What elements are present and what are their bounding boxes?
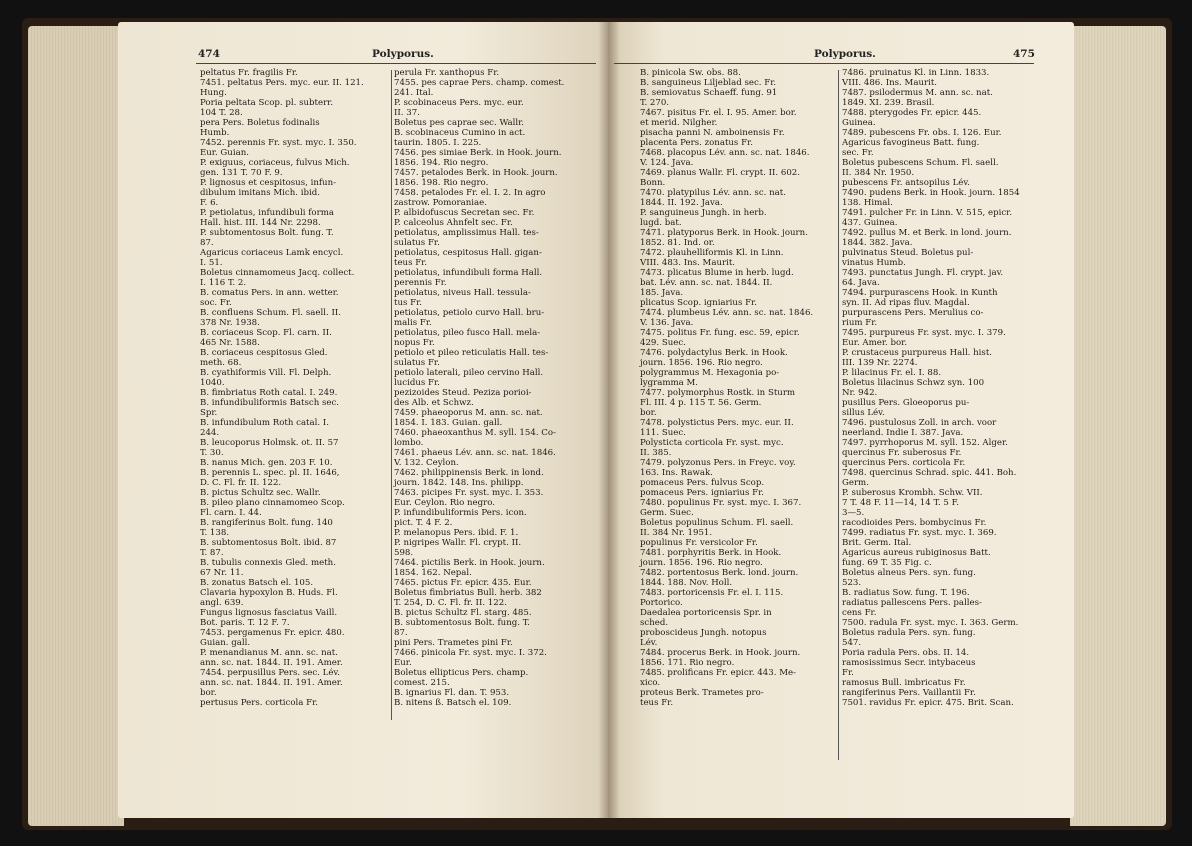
text-line: 111. Suec. xyxy=(640,428,686,438)
text-line: B. pictus Schultz sec. Wallr. xyxy=(200,488,321,498)
text-line: 7478. polystictus Pers. myc. eur. II. xyxy=(640,418,794,428)
text-line: 7461. phaeus Lév. ann. sc. nat. 1846. xyxy=(394,448,556,458)
text-line: sulatus Fr. xyxy=(394,358,440,368)
text-line: 7483. portoricensis Fr. el. I. 115. xyxy=(640,588,784,598)
text-line: Fl. III. 4 p. 115 T. 56. Germ. xyxy=(640,398,762,408)
text-line: 163. Ins. Rawak. xyxy=(640,468,713,478)
text-line: 7460. phaeoxanthus M. syll. 154. Co- xyxy=(394,428,556,438)
text-line: 241. Ital. xyxy=(394,88,434,98)
text-line: Guian. gall. xyxy=(200,638,251,648)
text-line: B. coriaceus Scop. Fl. carn. II. xyxy=(200,328,332,338)
text-line: Fungus lignosus fasciatus Vaill. xyxy=(200,608,338,618)
text-line: journ. 1856. 196. Rio negro. xyxy=(640,358,763,368)
text-line: 7459. phaeoporus M. ann. sc. nat. xyxy=(394,408,543,418)
text-line: P. nigripes Wallr. Fl. crypt. II. xyxy=(394,538,522,548)
text-line: 64. Java. xyxy=(842,278,880,288)
text-line: petiolatus, petiolo curvo Hall. bru- xyxy=(394,308,545,318)
text-line: sec. Fr. xyxy=(842,148,874,158)
text-line: bor. xyxy=(640,408,657,418)
text-line: petiolatus, amplissimus Hall. tes- xyxy=(394,228,539,238)
text-line: xico. xyxy=(640,678,661,688)
text-line: Humb. xyxy=(200,128,230,138)
text-line: 7490. pudens Berk. in Hook. journ. 1854 xyxy=(842,188,1020,198)
text-line: Polysticta corticola Fr. syst. myc. xyxy=(640,438,784,448)
text-line: petiolo laterali, pileo cervino Hall. xyxy=(394,368,544,378)
text-line: comest. 215. xyxy=(394,678,450,688)
text-line: Boletus pes caprae sec. Wallr. xyxy=(394,118,525,128)
text-line: Poria peltata Scop. pl. subterr. xyxy=(200,98,334,108)
text-line: sched. xyxy=(640,618,669,628)
text-line: B. subtomentosus Bolt. fung. T. xyxy=(394,618,530,628)
text-line: 244. xyxy=(200,428,220,438)
text-line: 7501. ravidus Fr. epicr. 475. Brit. Scan. xyxy=(842,698,1014,708)
text-line: pusillus Pers. Gloeoporus pu- xyxy=(842,398,970,408)
text-line: P. lilacinus Fr. el. I. 88. xyxy=(842,368,942,378)
text-line: radiatus pallescens Pers. palles- xyxy=(842,598,982,608)
text-line: 1852. 81. Ind. or. xyxy=(640,238,715,248)
text-line: 7464. pictilis Berk. in Hook. journ. xyxy=(394,558,545,568)
text-line: fung. 69 T. 35 Fig. c. xyxy=(842,558,932,568)
text-line: ann. sc. nat. 1844. II. 191. Amer. xyxy=(200,678,343,688)
text-line: Boletus cinnamomeus Jacq. collect. xyxy=(200,268,355,278)
text-line: T. 254, D. C. Fl. fr. II. 122. xyxy=(394,598,507,608)
text-line: pera Pers. Boletus fodinalis xyxy=(200,118,320,128)
text-line: 7452. perennis Fr. syst. myc. I. 350. xyxy=(200,138,357,148)
text-line: Brit. Germ. Ital. xyxy=(842,538,912,548)
text-line: B. infundibuliformis Batsch sec. xyxy=(200,398,340,408)
text-line: B. perennis L. spec. pl. II. 1646, xyxy=(200,468,340,478)
text-line: VIII. 486. Ins. Maurit. xyxy=(842,78,938,88)
text-line: P. suberosus Krombh. Schw. VII. xyxy=(842,488,983,498)
text-line: quercinus Pers. corticola Fr. xyxy=(842,458,966,468)
text-line: 7480. populinus Fr. syst. myc. I. 367. xyxy=(640,498,802,508)
text-line: Portorico. xyxy=(640,598,683,608)
text-line: teus Fr. xyxy=(640,698,674,708)
text-line: B. nitens ß. Batsch el. 109. xyxy=(394,698,512,708)
text-line: I. 116 T. 2. xyxy=(200,278,247,288)
text-line: 378 Nr. 1938. xyxy=(200,318,260,328)
text-line: petiolatus, pileo fusco Hall. mela- xyxy=(394,328,541,338)
text-line: 7481. porphyritis Berk. in Hook. xyxy=(640,548,782,558)
text-line: B. radiatus Sow. fung. T. 196. xyxy=(842,588,970,598)
text-line: V. 132. Ceylon. xyxy=(394,458,459,468)
text-line: III. 139 Nr. 2274. xyxy=(842,358,918,368)
text-line: P. albidofuscus Secretan sec. Fr. xyxy=(394,208,535,218)
text-line: 7467. pisitus Fr. el. I. 95. Amer. bor. xyxy=(640,108,797,118)
text-line: Hall. hist. III. 144 Nr. 2298. xyxy=(200,218,321,228)
text-line: ramosus Bull. imbricatus Fr. xyxy=(842,678,966,688)
text-line: dibulum imitans Mich. ibid. xyxy=(200,188,320,198)
text-line: rium Fr. xyxy=(842,318,878,328)
text-line: 7486. pruinatus Kl. in Linn. 1833. xyxy=(842,68,990,78)
text-line: Agaricus aureus rubiginosus Batt. xyxy=(842,548,991,558)
text-line: 1856. 171. Rio negro. xyxy=(640,658,735,668)
text-line: P. infundibuliformis Pers. icon. xyxy=(394,508,527,518)
text-line: 7489. pubescens Fr. obs. I. 126. Eur. xyxy=(842,128,1002,138)
text-line: Guinea. xyxy=(842,118,876,128)
text-line: soc. Fr. xyxy=(200,298,232,308)
text-line: B. sanguineus Liljeblad sec. Fr. xyxy=(640,78,777,88)
text-line: II. 385. xyxy=(640,448,672,458)
text-line: B. infundibulum Roth catal. I. xyxy=(200,418,329,428)
text-line: Fr. xyxy=(842,668,854,678)
text-line: 1856. 194. Rio negro. xyxy=(394,158,489,168)
text-line: peltatus Fr. fragilis Fr. xyxy=(200,68,298,78)
text-line: Eur. xyxy=(394,658,412,668)
text-line: 7465. pictus Fr. epicr. 435. Eur. xyxy=(394,578,532,588)
text-line: pomaceus Pers. igniarius Fr. xyxy=(640,488,765,498)
text-line: Eur. Ceylon. Rio negro. xyxy=(394,498,495,508)
text-line: Hung. xyxy=(200,88,227,98)
text-line: 7453. pergamenus Fr. epicr. 480. xyxy=(200,628,345,638)
text-line: Spr. xyxy=(200,408,218,418)
text-line: P. petiolatus, infundibuli forma xyxy=(200,208,334,218)
text-line: journ. 1856. 196. Rio negro. xyxy=(640,558,763,568)
text-line: P. subtomentosus Bolt. fung. T. xyxy=(200,228,334,238)
text-line: rangiferinus Pers. Vaillantii Fr. xyxy=(842,688,976,698)
text-line: Germ. Suec. xyxy=(640,508,694,518)
text-line: T. 87. xyxy=(200,548,224,558)
text-line: 7471. platyporus Berk. in Hook. journ. xyxy=(640,228,808,238)
text-line: angl. 639. xyxy=(200,598,244,608)
text-line: 7454. perpusillus Pers. sec. Lév. xyxy=(200,668,340,678)
text-line: 7476. polydactylus Berk. in Hook. xyxy=(640,348,788,358)
text-line: teus Fr. xyxy=(394,258,428,268)
text-line: ramosissimus Secr. intybaceus xyxy=(842,658,976,668)
text-line: neerland. Indie I. 387. Java. xyxy=(842,428,964,438)
text-line: Boletus radula Pers. syn. fung. xyxy=(842,628,976,638)
text-line: 7492. pullus M. et Berk. in lond. journ. xyxy=(842,228,1012,238)
text-line: 1040. xyxy=(200,378,225,388)
text-line: pomaceus Pers. fulvus Scop. xyxy=(640,478,765,488)
text-line: 437. Guinea. xyxy=(842,218,898,228)
text-line: plicatus Scop. igniarius Fr. xyxy=(640,298,757,308)
text-line: petiolatus, cespitosus Hall. gigan- xyxy=(394,248,542,258)
text-line: 7498. quercinus Schrad. spic. 441. Boh. xyxy=(842,468,1017,478)
text-line: B. leucoporus Holmsk. ot. II. 57 xyxy=(200,438,339,448)
book-gutter xyxy=(598,22,620,818)
text-line: 138. Himal. xyxy=(842,198,893,208)
text-line: T. 138. xyxy=(200,528,230,538)
text-line: pezizoides Steud. Peziza porioi- xyxy=(394,388,532,398)
text-line: cens Fr. xyxy=(842,608,877,618)
text-line: 1844. 188. Nov. Holl. xyxy=(640,578,733,588)
text-line: 7462. philippinensis Berk. in lond. xyxy=(394,468,544,478)
text-line: malis Fr. xyxy=(394,318,432,328)
text-line: petiolatus, infundibuli forma Hall. xyxy=(394,268,543,278)
text-line: B. fimbriatus Roth catal. I. 249. xyxy=(200,388,338,398)
right-page-edges xyxy=(1070,26,1166,826)
text-line: petiolatus, niveus Hall. tessula- xyxy=(394,288,531,298)
text-line: 429. Suec. xyxy=(640,338,686,348)
text-line: ann. sc. nat. 1844. II. 191. Amer. xyxy=(200,658,343,668)
text-line: B. pileo plano cinnamomeo Scop. xyxy=(200,498,345,508)
text-line: pubescens Fr. antsopilus Lév. xyxy=(842,178,970,188)
text-line: 7466. pinicola Fr. syst. myc. I. 372. xyxy=(394,648,547,658)
right-column-1 xyxy=(640,68,813,708)
text-line: proteus Berk. Trametes pro- xyxy=(640,688,764,698)
text-line: B. pinicola Sw. obs. 88. xyxy=(640,68,741,78)
text-line: populinus Fr. versicolor Fr. xyxy=(640,538,758,548)
text-line: sillus Lév. xyxy=(842,408,885,418)
text-line: B. scobinaceus Cumino in act. xyxy=(394,128,526,138)
text-line: et merid. Nilgher. xyxy=(640,118,718,128)
text-line: 7482. portentosus Berk. lond. journ. xyxy=(640,568,799,578)
text-line: F. 6. xyxy=(200,198,219,208)
text-line: B. zonatus Batsch el. 105. xyxy=(200,578,314,588)
text-line: 7 T. 48 F. 11—14, 14 T. 5 F. xyxy=(842,498,959,508)
text-line: racodioides Pers. bombycinus Fr. xyxy=(842,518,987,528)
text-line: 1856. 198. Rio negro. xyxy=(394,178,489,188)
text-line: B. semiovatus Schaeff. fung. 91 xyxy=(640,88,778,98)
text-line: 7494. purpurascens Hook. in Kunth xyxy=(842,288,998,298)
text-line: B. confluens Schum. Fl. saell. II. xyxy=(200,308,341,318)
text-line: Fl. carn. I. 44. xyxy=(200,508,262,518)
text-line: pini Pers. Trametes pini Fr. xyxy=(394,638,513,648)
text-line: Boletus fimbriatus Bull. herb. 382 xyxy=(394,588,542,598)
text-line: 7468. placopus Lév. ann. sc. nat. 1846. xyxy=(640,148,810,158)
text-line: 7457. petalodes Berk. in Hook. journ. xyxy=(394,168,558,178)
text-line: petiolo et pileo reticulatis Hall. tes- xyxy=(394,348,549,358)
text-line: 7497. pyrrhoporus M. syll. 152. Alger. xyxy=(842,438,1008,448)
text-line: Boletus alneus Pers. syn. fung. xyxy=(842,568,976,578)
text-line: P. melanopus Pers. ibid. F. 1. xyxy=(394,528,519,538)
text-line: syn. II. Ad ripas fluv. Magdal. xyxy=(842,298,970,308)
text-line: P. sanguineus Jungh. in herb. xyxy=(640,208,767,218)
text-line: II. 384 Nr. 1951. xyxy=(640,528,713,538)
text-line: 523. xyxy=(842,578,862,588)
text-line: tus Fr. xyxy=(394,298,422,308)
text-line: perula Fr. xanthopus Fr. xyxy=(394,68,500,78)
text-line: II. 37. xyxy=(394,108,420,118)
text-line: 598. xyxy=(394,548,414,558)
text-line: 7472. plauhelliformis Kl. in Linn. xyxy=(640,248,784,258)
text-line: II. 384 Nr. 1950. xyxy=(842,168,915,178)
text-line: Eur. Guian. xyxy=(200,148,249,158)
text-line: P. lignosus et cespitosus, infun- xyxy=(200,178,337,188)
text-line: 547. xyxy=(842,638,862,648)
text-line: 7484. procerus Berk. in Hook. journ. xyxy=(640,648,801,658)
text-line: 7491. pulcher Fr. in Linn. V. 515, epicr. xyxy=(842,208,1013,218)
text-line: bat. Lév. ann. sc. nat. 1844. II. xyxy=(640,278,773,288)
text-line: sulatus Fr. xyxy=(394,238,440,248)
text-line: 67 Nr. 11. xyxy=(200,568,244,578)
left-page-edges xyxy=(28,26,124,826)
left-column-1 xyxy=(200,68,364,708)
text-line: Clavaria hypoxylon B. Huds. Fl. xyxy=(200,588,338,598)
text-line: 7469. planus Wallr. Fl. crypt. II. 602. xyxy=(640,168,801,178)
text-line: meth. 68. xyxy=(200,358,242,368)
text-line: 465 Nr. 1588. xyxy=(200,338,260,348)
text-line: 1854. 162. Nepal. xyxy=(394,568,472,578)
text-line: pertusus Pers. corticola Fr. xyxy=(200,698,318,708)
text-line: gen. 131 T. 70 F. 9. xyxy=(200,168,283,178)
text-line: P. scobinaceus Pers. myc. eur. xyxy=(394,98,524,108)
text-line: 7495. purpureus Fr. syst. myc. I. 379. xyxy=(842,328,1006,338)
text-line: Boletus pubescens Schum. Fl. saell. xyxy=(842,158,999,168)
text-line: V. 136. Java. xyxy=(640,318,694,328)
text-line: 7477. polymorphus Rostk. in Sturm xyxy=(640,388,796,398)
text-line: B. nanus Mich. gen. 203 F. 10. xyxy=(200,458,333,468)
left-page-number: 474 xyxy=(198,48,220,60)
text-line: pisacha panni N. amboinensis Fr. xyxy=(640,128,785,138)
text-line: B. ignarius Fl. dan. T. 953. xyxy=(394,688,510,698)
text-line: Nr. 942. xyxy=(842,388,878,398)
text-line: Daedalea portoricensis Spr. in xyxy=(640,608,772,618)
text-line: 7474. plumbeus Lév. ann. sc. nat. 1846. xyxy=(640,308,814,318)
left-column-divider xyxy=(391,70,392,720)
text-line: 1844. II. 192. Java. xyxy=(640,198,723,208)
text-line: B. comatus Pers. in ann. wetter. xyxy=(200,288,339,298)
text-line: 185. Java. xyxy=(640,288,684,298)
text-line: Boletus populinus Schum. Fl. saell. xyxy=(640,518,794,528)
text-line: Agaricus coriaceus Lamk encycl. xyxy=(200,248,344,258)
text-line: 7455. pes caprae Pers. champ. comest. xyxy=(394,78,565,88)
text-line: lombo. xyxy=(394,438,424,448)
text-line: des Alb. et Schwz. xyxy=(394,398,474,408)
text-line: Boletus lilacinus Schwz syn. 100 xyxy=(842,378,985,388)
text-line: Poria radula Pers. obs. II. 14. xyxy=(842,648,970,658)
text-line: 7473. plicatus Blume in herb. lugd. xyxy=(640,268,794,278)
text-line: 7493. punctatus Jungh. Fl. crypt. jav. xyxy=(842,268,1004,278)
text-line: 7479. polyzonus Pers. in Freyc. voy. xyxy=(640,458,796,468)
text-line: zastrow. Pomoraniae. xyxy=(394,198,487,208)
text-line: VIII. 483. Ins. Maurit. xyxy=(640,258,736,268)
text-line: 87. xyxy=(394,628,408,638)
text-line: proboscideus Jungh. notopus xyxy=(640,628,767,638)
text-line: Bonn. xyxy=(640,178,666,188)
text-line: B. rangiferinus Bolt. fung. 140 xyxy=(200,518,333,528)
text-line: lygramma M. xyxy=(640,378,699,388)
text-line: 3—5. xyxy=(842,508,865,518)
text-line: P. crustaceus purpureus Hall. hist. xyxy=(842,348,993,358)
text-line: 7456. pes simiae Berk. in Hook. journ. xyxy=(394,148,562,158)
left-running-title: Polyporus. xyxy=(372,48,434,60)
text-line: B. subtomentosus Bolt. ibid. 87 xyxy=(200,538,337,548)
text-line: B. pictus Schultz Fl. starg. 485. xyxy=(394,608,532,618)
text-line: 7500. radula Fr. syst. myc. I. 363. Germ. xyxy=(842,618,1019,628)
text-line: 1844. 382. Java. xyxy=(842,238,913,248)
text-line: taurin. 1805. I. 225. xyxy=(394,138,482,148)
text-line: Agaricus favogineus Batt. fung. xyxy=(842,138,980,148)
right-column-divider xyxy=(838,70,839,760)
text-line: 1854. I. 183. Guian. gall. xyxy=(394,418,503,428)
text-line: lucidus Fr. xyxy=(394,378,440,388)
text-line: P. calceolus Ahnfelt sec. Fr. xyxy=(394,218,513,228)
text-line: journ. 1842. 148. Ins. philipp. xyxy=(394,478,524,488)
text-line: T. 270. xyxy=(640,98,670,108)
text-line: 104 T. 28. xyxy=(200,108,243,118)
text-line: 87. xyxy=(200,238,214,248)
text-line: placenta Pers. zonatus Fr. xyxy=(640,138,753,148)
text-line: vinatus Humb. xyxy=(842,258,906,268)
right-header-rule xyxy=(614,63,1034,64)
text-line: perennis Fr. xyxy=(394,278,447,288)
right-page-number: 475 xyxy=(1013,48,1035,60)
text-line: bor. xyxy=(200,688,217,698)
text-line: nopus Fr. xyxy=(394,338,435,348)
text-line: P. exiguus, coriaceus, fulvus Mich. xyxy=(200,158,350,168)
text-line: 7463. picipes Fr. syst. myc. I. 353. xyxy=(394,488,544,498)
text-line: B. tubulis connexis Gled. meth. xyxy=(200,558,336,568)
text-line: quercinus Fr. suberosus Fr. xyxy=(842,448,962,458)
text-line: 7458. petalodes Fr. el. I. 2. In agro xyxy=(394,188,546,198)
right-running-title: Polyporus. xyxy=(814,48,876,60)
text-line: T. 30. xyxy=(200,448,224,458)
text-line: Boletus ellipticus Pers. champ. xyxy=(394,668,529,678)
text-line: 7451. peltatus Pers. myc. eur. II. 121. xyxy=(200,78,364,88)
left-header-rule xyxy=(196,63,596,64)
text-line: Bot. paris. T. 12 F. 7. xyxy=(200,618,290,628)
text-line: Eur. Amer. bor. xyxy=(842,338,908,348)
left-column-2 xyxy=(394,68,564,708)
text-line: B. cyathiformis Vill. Fl. Delph. xyxy=(200,368,332,378)
text-line: purpurascens Pers. Merulius co- xyxy=(842,308,984,318)
text-line: 1849. XI. 239. Brasil. xyxy=(842,98,935,108)
text-line: 7470. platypilus Lév. ann. sc. nat. xyxy=(640,188,786,198)
text-line: lugd. bat. xyxy=(640,218,682,228)
text-line: Lév. xyxy=(640,638,658,648)
text-line: 7487. psilodermus M. ann. sc. nat. xyxy=(842,88,993,98)
text-line: polygrammus M. Hexagonia po- xyxy=(640,368,780,378)
text-line: I. 51. xyxy=(200,258,223,268)
text-line: 7485. prolificans Fr. epicr. 443. Me- xyxy=(640,668,796,678)
text-line: pulvinatus Steud. Boletus pul- xyxy=(842,248,974,258)
text-line: 7475. politus Fr. fung. esc. 59, epicr. xyxy=(640,328,800,338)
text-line: 7496. pustulosus Zoll. in arch. voor xyxy=(842,418,997,428)
text-line: P. menandianus M. ann. sc. nat. xyxy=(200,648,338,658)
right-column-2 xyxy=(842,68,1020,708)
text-line: 7499. radiatus Fr. syst. myc. I. 369. xyxy=(842,528,997,538)
text-line: pict. T. 4 F. 2. xyxy=(394,518,453,528)
text-line: D. C. Fl. fr. II. 122. xyxy=(200,478,282,488)
text-line: V. 124. Java. xyxy=(640,158,694,168)
text-line: Germ. xyxy=(842,478,869,488)
text-line: 7488. pterygodes Fr. epicr. 445. xyxy=(842,108,982,118)
text-line: B. coriaceus cespitosus Gled. xyxy=(200,348,328,358)
